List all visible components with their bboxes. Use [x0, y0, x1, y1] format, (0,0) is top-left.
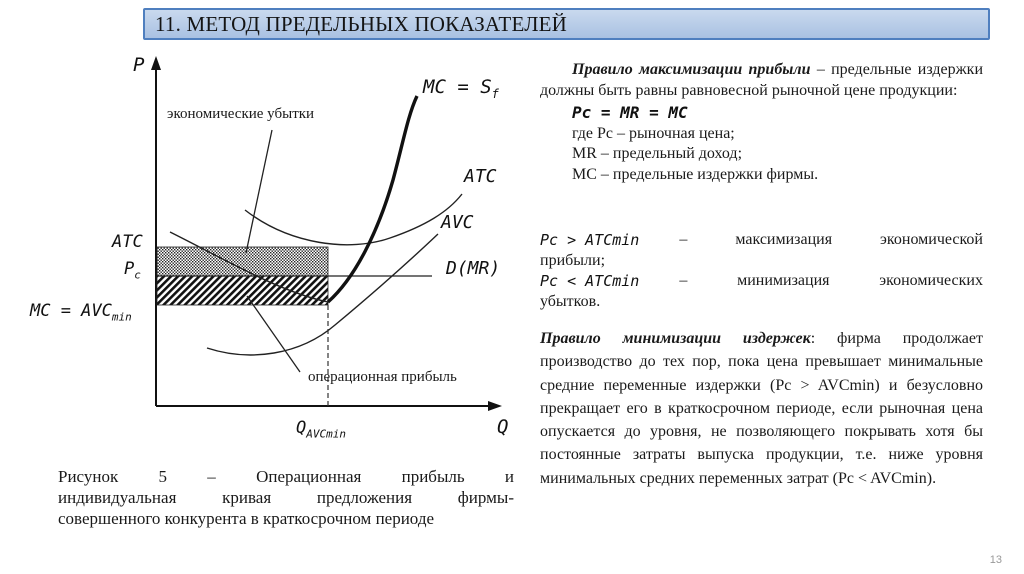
caption-line-1: Рисунок 5 – Операционная прибыль и: [58, 467, 514, 486]
q-avcmin-label: $Q_{AVCmin}$: [296, 418, 346, 441]
case1-description: – максимизация экономической: [679, 231, 983, 248]
loss-pointer-line: [246, 130, 272, 253]
cost-rule-block: [540, 327, 983, 490]
x-axis-arrow: [488, 401, 502, 411]
economic-loss-area: [157, 247, 328, 276]
mc-curve-label: MC = $S_f$: [423, 76, 499, 101]
atc-curve: [245, 194, 462, 245]
profit-rule-text: – предельные издержки должны быть равны равновесной рыночной цене продукции:: [540, 61, 984, 99]
atc-level-label: ATC: [112, 232, 143, 252]
profit-rule-formula: Pc = MR = MC: [572, 103, 688, 122]
figure-caption: [58, 466, 514, 529]
slide-title: 11. МЕТОД ПРЕДЕЛЬНЫХ ПОКАЗАТЕЛЕЙ: [155, 12, 568, 36]
mc-supply-curve: [328, 96, 417, 302]
profit-rule-block: [540, 60, 983, 185]
profit-rule-where-1: где Pc – рыночная цена;: [572, 124, 735, 142]
cost-rule-text: : фирма продолжает производство до тех пор, пока цена превышает минимальные средние переменные издержки (Pc > AVCmin) и безусловно прекращает его в краткосрочном периоде, если рыночная цена опускается до уровня, не позволяющего покрывать хотя бы постоянные затраты выпуска продукции, т.е. ниже уровня минимальных средних переменных затрат (Pc < AVCmin).: [540, 330, 983, 487]
atc-curve-label: ATC: [464, 166, 497, 187]
profit-rule-where-3: MC – предельные издержки фирмы.: [572, 165, 819, 183]
case2-continuation: убытков.: [540, 292, 601, 310]
mc-avc-min-label: MC = $AVC_{min}$: [30, 301, 132, 324]
operating-profit-area: [157, 276, 328, 305]
profit-rule-heading: Правило максимизации прибыли: [572, 61, 811, 78]
case1-condition: Pc > ATCmin: [540, 231, 640, 249]
avc-curve-label: AVC: [441, 212, 474, 233]
caption-line-3: совершенного конкурента в краткосрочном периоде: [58, 509, 435, 528]
x-axis-label: Q: [497, 416, 509, 438]
economic-loss-annotation: экономические убытки: [167, 106, 315, 122]
y-axis-arrow: [151, 56, 161, 70]
operating-profit-annotation: операционная прибыль: [308, 369, 457, 385]
cases-block: [540, 230, 983, 312]
case2-description: – минимизация экономических: [679, 272, 983, 289]
profit-pointer-line: [247, 296, 300, 372]
case2-condition: Pc < ATCmin: [540, 272, 640, 290]
caption-line-2: индивидуальная кривая предложения фирмы-: [58, 488, 514, 507]
y-axis-label: P: [133, 54, 145, 76]
page-number: 13: [989, 554, 1002, 566]
cost-rule-heading: Правило минимизации издержек: [540, 330, 811, 347]
demand-curve-label: D(MR): [446, 258, 501, 279]
pc-level-label: $P_c$: [124, 259, 141, 282]
profit-rule-where-2: MR – предельный доход;: [572, 145, 743, 162]
case1-continuation: прибыли;: [540, 251, 606, 269]
